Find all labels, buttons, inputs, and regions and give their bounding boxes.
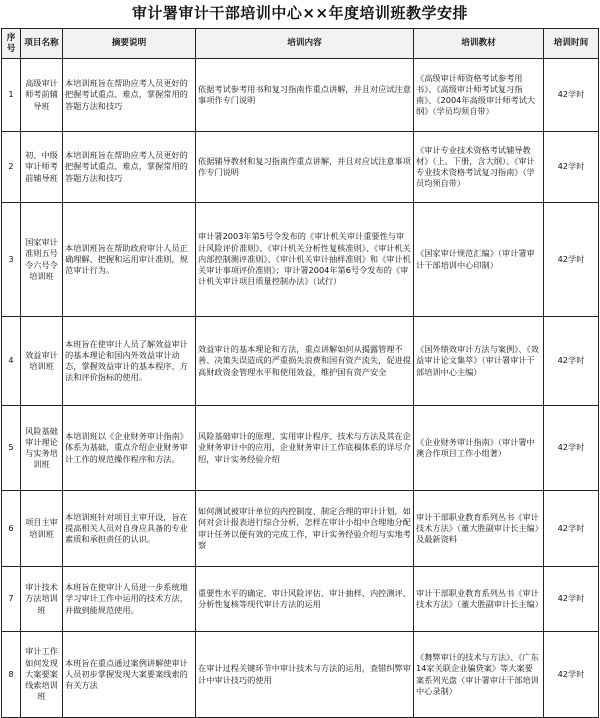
table-row (2, 491, 599, 567)
row-summary: 本培训班以《企业财务审计指南》体系为基础，重点介绍企业财务审计工作的规范操作程序和方法。 (63, 406, 196, 491)
row-materials: 审计干部职业教育系列丛书《审计技术方法》（董大胜副审计长主编）及最新资料 (414, 491, 544, 567)
row-name: 国家审计准则五号令六号令培训班 (21, 203, 63, 317)
row-content: 如何测试被审计单位的内控制度、制定合理的审计计划，如何对会计报表进行综合分析，怎样在审计小组中合理地分配审计任务以便有效的完成工作，审计实务经验介绍与实地考察 (196, 491, 414, 567)
row-summary: 本班旨在使审计人员了解效益审计的基本理论和国内外效益审计动态，掌握效益审计的基本程序、方法和评价指标的使用。 (63, 317, 196, 406)
table-header-row (2, 29, 599, 59)
row-summary: 本培训班针对项目主审开设，旨在提高相关人员对自身应具备的专业素质和承担责任的认识。 (63, 491, 196, 567)
row-materials: 《舞弊审计的技术与方法》、《广东14家关联企业骗贷案》等大案要案系列光盘（审计署审计干部培训中心录制） (414, 632, 544, 718)
header-name: 项目名称 (21, 29, 63, 59)
table-row (2, 406, 599, 491)
row-summary: 本培训班旨在帮助政府审计人员正确理解、把握和运用审计准则，规范审计行为。 (63, 203, 196, 317)
row-content: 效益审计的基本理论和方法，重点讲解如何从揭露管理不善、决策失误造成的严重损失浪费和国有资产流失，促进提高财政资金管理水平和使用效益，维护国有资产安全 (196, 317, 414, 406)
table-row (2, 567, 599, 632)
row-summary: 本培训班旨在帮助应考人员更好的把握考试重点、难点，掌握常用的答题方法和技巧 (63, 132, 196, 203)
row-name: 效益审计培训班 (21, 317, 63, 406)
row-materials: 《审计专业技术资格考试辅导教材》（上、下册，含大纲）、《审计专业技术资格考试复习指南》（学员均须自带） (414, 132, 544, 203)
row-content: 在审计过程关键环节中审计技术与方法的运用，查错纠弊审计中审计技巧的使用 (196, 632, 414, 718)
row-content: 依据考试参考用书和复习指南作重点讲解，并且对应试注意事项作专门说明 (196, 59, 414, 132)
row-no: 7 (2, 567, 21, 632)
row-summary: 本班旨在重点通过案例讲解使审计人员初步掌握发现大案要案线索的有关方法 (63, 632, 196, 718)
row-materials: 《国家审计规范汇编》（审计署审计干部培训中心印制） (414, 203, 544, 317)
row-no: 6 (2, 491, 21, 567)
header-materials: 培训教材 (414, 29, 544, 59)
row-name: 审计技术方法培训班 (21, 567, 63, 632)
row-time: 42学时 (544, 203, 599, 317)
table-row (2, 632, 599, 718)
row-materials: 《企业财务审计指南》（审计署中澳合作项目工作小组著） (414, 406, 544, 491)
header-no: 序号 (2, 29, 21, 59)
row-time: 42学时 (544, 59, 599, 132)
page-title: 审计署审计干部培训中心××年度培训班教学安排 (131, 4, 469, 22)
header-summary: 摘要说明 (63, 29, 196, 59)
row-name: 审计工作如何发现大案要案线索培训班 (21, 632, 63, 718)
row-materials: 审计干部职业教育系列丛书《审计技术方法》（董大胜副审计长主编） (414, 567, 544, 632)
row-summary: 本培训班旨在帮助应考人员更好的把握考试重点、难点，掌握常用的答题方法和技巧 (63, 59, 196, 132)
row-content: 依据辅导教材和复习指南作重点讲解，并且对应试注意事项作专门说明 (196, 132, 414, 203)
row-no: 4 (2, 317, 21, 406)
row-materials: 《高级审计师资格考试参考用书》、《高级审计师考试复习指南》、《2004年高级审计师考试大纲》（学员均须自带） (414, 59, 544, 132)
row-time: 42学时 (544, 567, 599, 632)
row-content: 风险基础审计的原理、实用审计程序、技术与方法及其在企业财务审计中的应用，企业财务审计工作底稿体系的详尽介绍，审计实务经验介绍 (196, 406, 414, 491)
row-time: 42学时 (544, 406, 599, 491)
row-content: 重要性水平的确定、审计风险评估、审计抽样、内控测评、分析性复核等现代审计方法的运用 (196, 567, 414, 632)
row-no: 1 (2, 59, 21, 132)
table-row (2, 317, 599, 406)
row-materials: 《国外绩效审计方法与案例》、《效益审计论文集萃》（审计署审计干部培训中心主编） (414, 317, 544, 406)
table-row (2, 132, 599, 203)
row-name: 项目主审培训班 (21, 491, 63, 567)
row-time: 42学时 (544, 317, 599, 406)
table-row (2, 59, 599, 132)
row-no: 8 (2, 632, 21, 718)
row-time: 42学时 (544, 132, 599, 203)
row-time: 42学时 (544, 491, 599, 567)
row-summary: 本班旨在使审计人员进一步系统地学习审计工作中运用的技术方法，并做到能规范使用。 (63, 567, 196, 632)
row-no: 2 (2, 132, 21, 203)
row-name: 高级审计师考前辅导班 (21, 59, 63, 132)
row-name: 风险基础审计理论与实务培训班 (21, 406, 63, 491)
row-no: 5 (2, 406, 21, 491)
header-time: 培训时间 (544, 29, 599, 59)
row-content: 审计署2003年第5号令发布的《审计机关审计重要性与审计风险评价准则》、《审计机关分析性复核准则》、《审计机关内部控制测评准则》、《审计机关审计抽样准则》和《审计机关审计事项评价准则》；审计署2004年第6号令发布的《审计机关审计项目质量控制办法》（试行） (196, 203, 414, 317)
table-row (2, 203, 599, 317)
row-name: 初、中级审计师考前辅导班 (21, 132, 63, 203)
row-time: 42学时 (544, 632, 599, 718)
training-schedule-table (1, 28, 599, 718)
row-no: 3 (2, 203, 21, 317)
header-content: 培训内容 (196, 29, 414, 59)
